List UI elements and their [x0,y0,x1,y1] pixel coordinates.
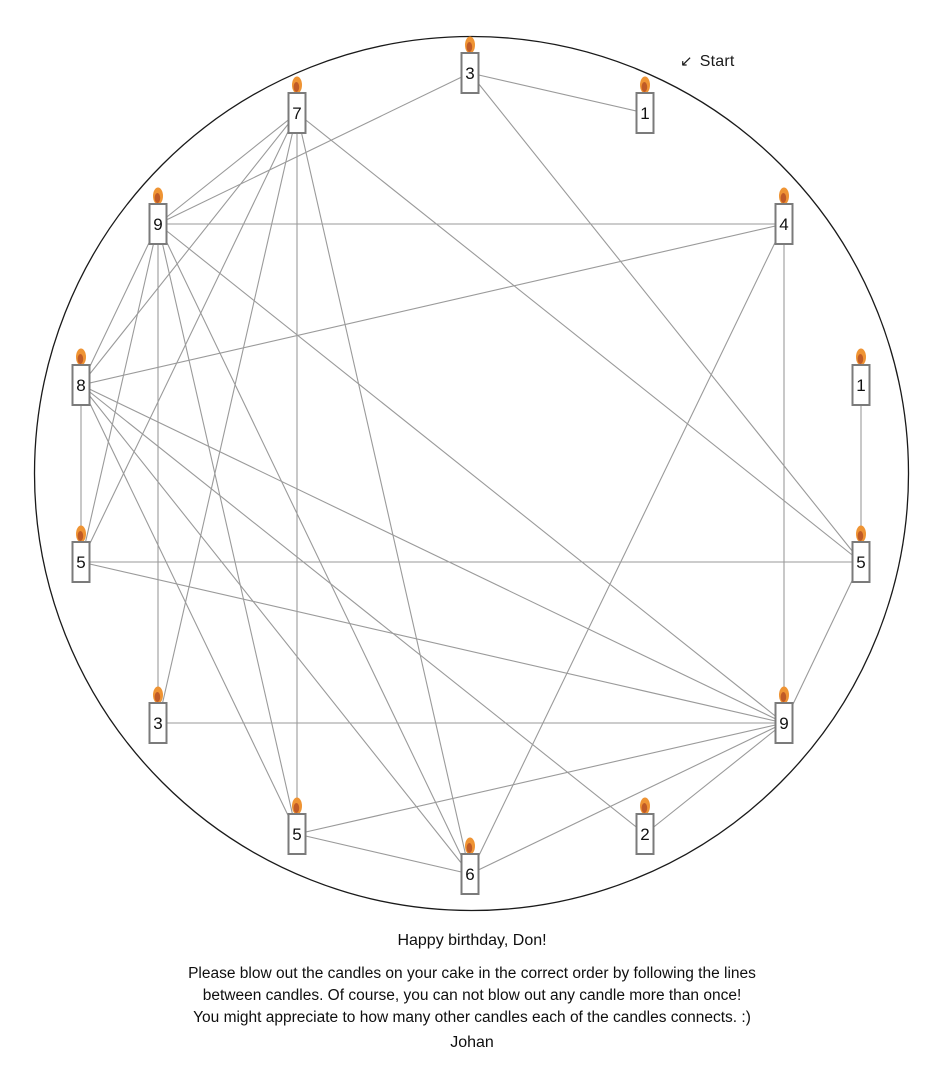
edge-line-8-9 [297,834,470,874]
candle-degree-label: 1 [640,104,650,123]
candle-6 [776,687,793,744]
candle-degree-label: 9 [779,714,789,733]
edge-line-8-12 [81,385,470,874]
signature-text: Johan [450,1034,494,1051]
candle-2 [637,77,654,134]
edge-line-13-14 [158,113,297,224]
start-arrow-icon: ↙ [680,53,693,70]
instructions-line: You might appreciate to how many other candles each of the candles connects. :) [193,1009,751,1026]
candle-degree-label: 3 [465,64,475,83]
edge-line-1-13 [158,73,470,224]
edge-line-6-11 [81,562,784,723]
candle-degree-label: 6 [465,865,475,884]
flame-inner [781,193,787,203]
edge-line-5-14 [297,113,861,562]
edge-line-12-13 [81,224,158,385]
edge-line-3-12 [81,224,784,385]
candle-5 [853,526,870,583]
candle-degree-label: 5 [856,553,866,572]
edge-line-1-2 [470,73,645,113]
edge-line-6-13 [158,224,784,723]
edge-line-1-5 [470,73,861,562]
edge-line-3-8 [470,224,784,874]
flame-inner [467,843,473,853]
flame-inner [78,354,84,364]
candle-14 [289,77,306,134]
edge-line-6-8 [470,723,784,874]
candle-degree-label: 1 [856,376,866,395]
candle-4 [853,349,870,406]
candle-degree-label: 7 [292,104,302,123]
edge-line-5-6 [784,562,861,723]
flame-inner [78,531,84,541]
instructions-line: between candles. Of course, you can not blow out any candle more than once! [202,987,742,1004]
flame-inner [155,692,161,702]
edge-line-8-14 [297,113,470,874]
edge-line-6-7 [645,723,784,834]
instructions-line: Please blow out the candles on your cake in the correct order by following the lines [188,965,756,982]
edge-line-9-13 [158,224,297,834]
candle-degree-label: 4 [779,215,789,234]
edge-line-9-12 [81,385,297,834]
instructions-block [0,963,944,1029]
flame-inner [642,803,648,813]
candle-degree-label: 2 [640,825,650,844]
candle-degree-label: 3 [153,714,163,733]
candle-3 [776,188,793,245]
candle-12 [73,349,90,406]
edge-line-12-14 [81,113,297,385]
edge-line-6-9 [297,723,784,834]
flame-inner [858,531,864,541]
candle-degree-label: 5 [76,553,86,572]
start-text: Start [699,53,735,70]
edge-line-11-14 [81,113,297,562]
flame-inner [781,692,787,702]
candle-degree-label: 5 [292,825,302,844]
candle-7 [637,798,654,855]
candle-degree-label: 9 [153,215,163,234]
edge-line-10-14 [158,113,297,723]
flame-inner [467,42,473,52]
edge-line-7-12 [81,385,645,834]
candle-1 [462,37,479,94]
flame-inner [294,803,300,813]
candle-degree-label: 8 [76,376,86,395]
flame-inner [858,354,864,364]
edge-line-6-12 [81,385,784,723]
candle-13 [150,188,167,245]
start-label [680,52,735,71]
flame-inner [294,82,300,92]
greeting-text: Happy birthday, Don! [397,932,547,949]
flame-inner [155,193,161,203]
flame-inner [642,82,648,92]
edge-line-11-13 [81,224,158,562]
